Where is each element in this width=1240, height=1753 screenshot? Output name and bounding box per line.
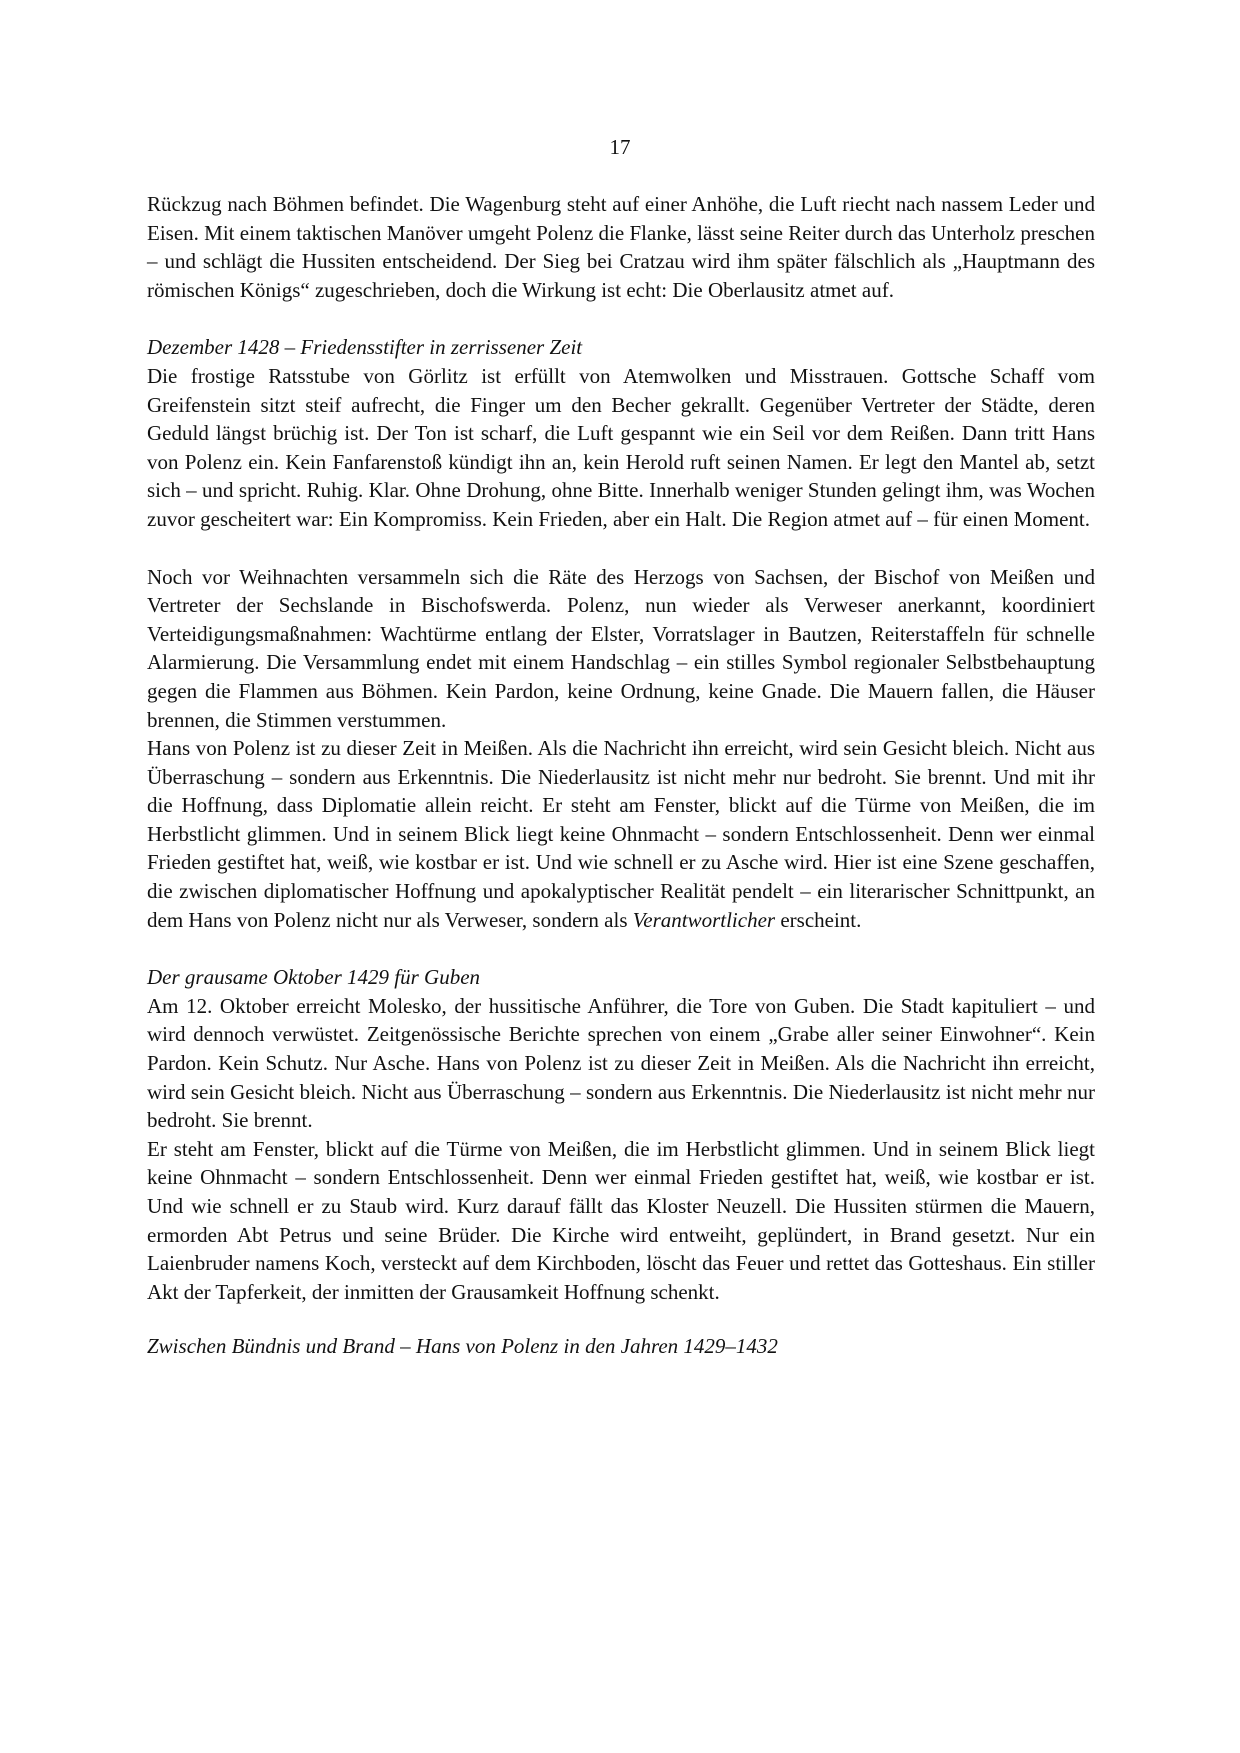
spacer [147, 304, 1095, 333]
spacer [147, 934, 1095, 963]
section-heading-1: Dezember 1428 – Friedensstifter in zerrissener Zeit [147, 335, 583, 360]
paragraph-6: Er steht am Fenster, blickt auf die Türme von Meißen, die im Herbstlicht glimmen. Und in seinem Blick liegt keine Ohnmacht – sondern Entschlossenheit. Denn wer einmal Frieden gestiftet hat, weiß, wie kostbar er ist. Und wie schnell er zu Staub wird. Kurz darauf fällt das Kloster Neuzell. Die Hussiten stürmen die Mauern, ermorden Abt Petrus und seine Brüder. Die Kirche wird entweiht, geplündert, in Brand gesetzt. Nur ein Laienbruder namens Koch, versteckt auf dem Kirchboden, löscht das Feuer und rettet das Gotteshaus. Ein stiller Akt der Tapferkeit, der inmitten der Grausamkeit Hoffnung schenkt. [147, 1136, 1095, 1304]
paragraph-2: Die frostige Ratsstube von Görlitz ist erfüllt von Atemwolken und Misstrauen. Gottsche Schaff vom Greifenstein sitzt steif aufrecht, die Finger um den Becher gekrallt. Gegenüber Vertreter der Städte, deren Geduld längst brüchig ist. Der Ton ist scharf, die Luft gespannt wie ein Seil vor dem Reißen. Dann tritt Hans von Polenz ein. Kein Fanfarenstoß kündigt ihn an, kein Herold ruft seinen Namen. Er legt den Mantel ab, setzt sich – und spricht. Ruhig. Klar. Ohne Drohung, ohne Bitte. Innerhalb weniger Stunden gelingt ihm, was Wochen zuvor gescheitert war: Ein Kompromiss. Kein Frieden, aber ein Halt. Die Region atmet auf – für einen Moment. [147, 363, 1095, 531]
paragraph-5: Am 12. Oktober erreicht Molesko, der hussitische Anführer, die Tore von Guben. Die Stadt kapituliert – und wird dennoch verwüstet. Zeitgenössische Berichte sprechen von einem „Grabe aller seiner Einwohner“. Kein Pardon. Kein Schutz. Nur Asche. Hans von Polenz ist zu dieser Zeit in Meißen. Als die Nachricht ihn erreicht, wird sein Gesicht bleich. Nicht aus Überraschung – sondern aus Erkenntnis. Die Niederlausitz ist nicht mehr nur bedroht. Sie brennt. [147, 993, 1095, 1133]
paragraph-3: Noch vor Weihnachten versammeln sich die Räte des Herzogs von Sachsen, der Bischof von Meißen und Vertreter der Sechslande in Bischofswerda. Polenz, nun wieder als Verweser anerkannt, koordiniert Verteidigungsmaßnahmen: Wachtürme entlang der Elster, Vorratslager in Bautzen, Reiterstaffeln für schnelle Alarmierung. Die Versammlung endet mit einem Handschlag – ein stilles Symbol regionaler Selbstbehauptung gegen die Flammen aus Böhmen. Kein Pardon, keine Ordnung, keine Gnade. Die Mauern fallen, die Häuser brennen, die Stimmen verstummen. [147, 564, 1095, 732]
paragraph-4-text: Hans von Polenz ist zu dieser Zeit in Meißen. Als die Nachricht ihn erreicht, wird sein Gesicht bleich. Nicht aus Überraschung – sondern aus Erkenntnis. Die Niederlausitz ist nicht mehr nur bedroht. Sie brennt. Und mit ihr die Hoffnung, dass Diplomatie allein reicht. Er steht am Fenster, blickt auf die Türme von Meißen, die im Herbstlicht glimmen. Und in seinem Blick liegt keine Ohnmacht – sondern Entschlossenheit. Denn wer einmal Frieden gestiftet hat, weiß, wie kostbar er ist. Und wie schnell er zu Asche wird. Hier ist eine Szene geschaffen, die zwischen diplomatischer Hoffnung und apokalyptischer Realität pendelt – ein literarischer Schnittpunkt, an dem Hans von Polenz nicht nur als Verweser, sondern als [147, 736, 1095, 932]
page-body [147, 190, 1095, 1361]
emphasis-verantwortlicher: Verantwortlicher [632, 907, 776, 932]
spacer [147, 534, 1095, 563]
paragraph-1: Rückzug nach Böhmen befindet. Die Wagenburg steht auf einer Anhöhe, die Luft riecht nach nassem Leder und Eisen. Mit einem taktischen Manöver umgeht Polenz die Flanke, lässt seine Reiter durch das Unterholz preschen – und schlägt die Hussiten entscheidend. Der Sieg bei Cratzau wird ihm später fälschlich als „Hauptmann des römischen Königs“ zugeschrieben, doch die Wirkung ist echt: Die Oberlausitz atmet auf. [147, 192, 1095, 302]
paragraph-4-text-after: erscheint. [775, 907, 862, 932]
section-heading-2: Der grausame Oktober 1429 für Guben [147, 965, 481, 990]
paragraph-4 [147, 734, 1095, 934]
spacer [147, 1306, 1095, 1332]
section-heading-3: Zwischen Bündnis und Brand – Hans von Polenz in den Jahren 1429–1432 [147, 1334, 778, 1359]
page-number: 17 [609, 135, 631, 159]
